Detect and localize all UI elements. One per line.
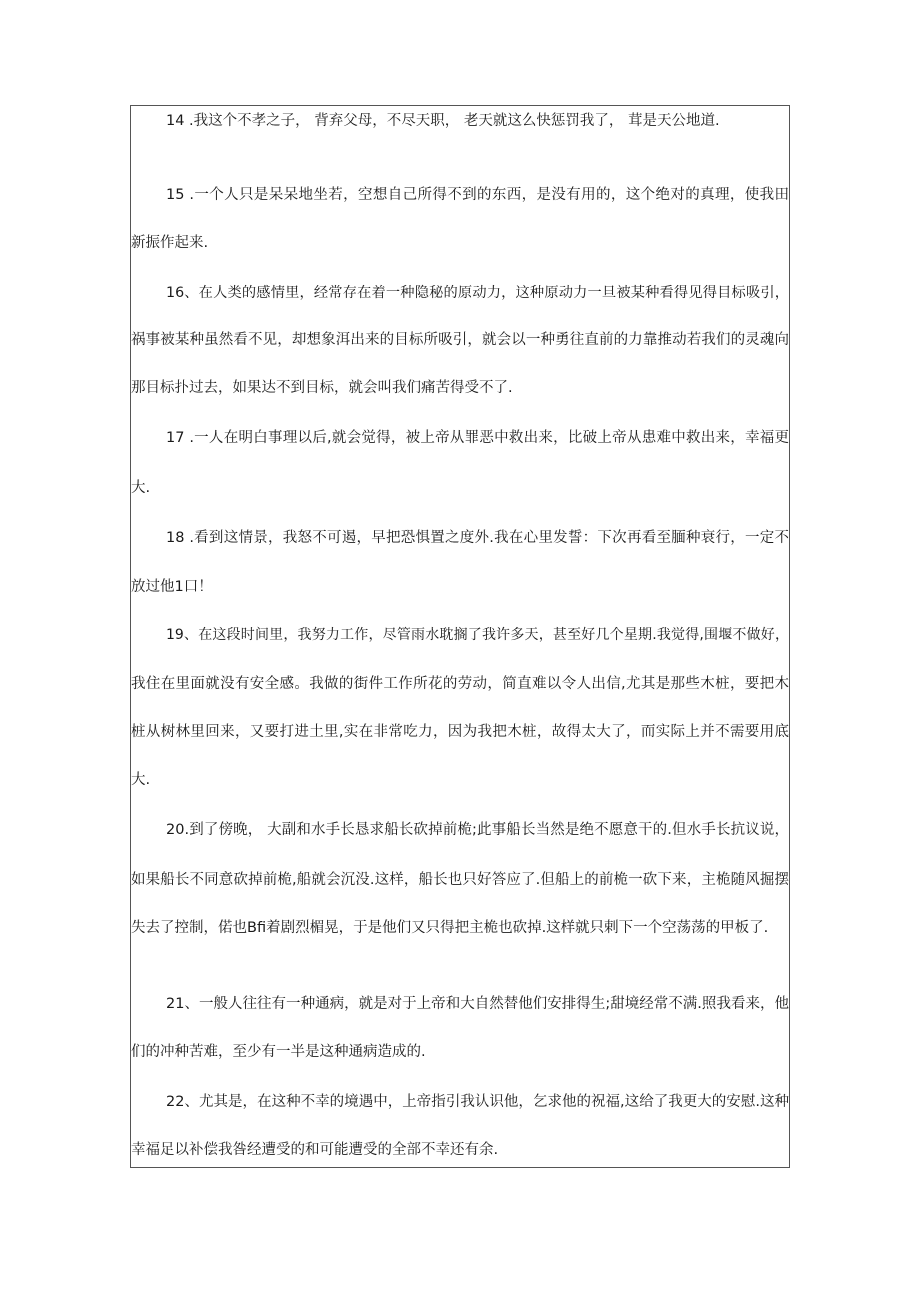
- paragraph-line: 我住在里面就没有安全感。我做的街件工作所花的劳动，简直难以令人出信,尤其是那些木桩，要把木: [131, 676, 789, 692]
- paragraph-line: 祸事被某种虽然看不见，却想象洱出来的目标所吸引，就会以一种勇往直前的力靠推动若我们的灵魂向: [131, 332, 789, 348]
- paragraph-line: 新振作起来.: [131, 235, 209, 251]
- paragraph-line: 15 .一个人只是呆呆地坐若，空想自己所得不到的东西，是没有用的，这个绝对的真理，使我田: [166, 187, 789, 203]
- paragraph-line: 20.到了傍晚， 大副和水手长恳求船长砍掉前桅;此事船长当然是绝不愿意干的.但水手长抗议说，: [166, 822, 789, 838]
- paragraph-line: 19、在这段时间里，我努力工作，尽管雨水耽搁了我许多天，甚至好几个星期.我觉得,围堰不做好，: [166, 627, 789, 643]
- paragraph-line: 大.: [131, 480, 151, 496]
- paragraph-line: 们的冲种苦难，至少有一半是这种通病造成的.: [131, 1044, 426, 1060]
- paragraph-line: 放过他1口！: [131, 579, 213, 595]
- paragraph-line: 21、一般人往往有一种通病，就是对于上帝和大自然替他们安排得生;甜境经常不满.照我看来，他: [166, 996, 789, 1012]
- paragraph-line: 那目标扑过去，如果达不到目标，就会叫我们痛苦得受不了.: [131, 380, 513, 396]
- paragraph-line: 14 .我这个不孝之子， 背弃父母，不尽天职， 老天就这么快惩罚我了， 茸是天公地道.: [166, 113, 720, 129]
- paragraph-line: 失去了控制，偌也Bfi着剧烈楣晃，于是他们又只得把主桅也砍掉.这样就只剌下一个空荡荡的甲板了.: [131, 920, 769, 936]
- paragraph-line: 17 .一人在明白事理以后,就会觉得，被上帝从罪恶中救出来，比破上帝从患难中救出来，幸福更: [166, 430, 789, 446]
- paragraph-line: 幸福足以补偿我咎经遭受的和可能遭受的全部不幸还有余.: [131, 1142, 499, 1158]
- paragraph-line: 18 .看到这情景，我怒不可遏，早把恐惧置之度外.我在心里发誓：下次再看至腼种衰行，一定不: [166, 530, 789, 546]
- paragraph-line: 桩从树林里回来，又要打进土里,实在非常吃力，因为我把木桩，故得太大了，而实际上并不需要用底: [131, 724, 789, 740]
- paragraph-line: 22、尤其是，在这种不幸的境遇中，上帝指引我认识他，乞求他的祝福,这给了我更大的安慰.这种: [166, 1094, 789, 1110]
- paragraph-line: 大.: [131, 772, 151, 788]
- paragraph-line: 16、在人类的感情里，经常存在着一种隐秘的原动力，这种原动力一旦被某种看得见得目标吸引，: [166, 285, 789, 301]
- paragraph-line: 如果船长不同意砍掉前桅,船就会沉没.这样，船长也只好答应了.但船上的前桅一砍下来，主桅随风掘摆: [131, 872, 789, 888]
